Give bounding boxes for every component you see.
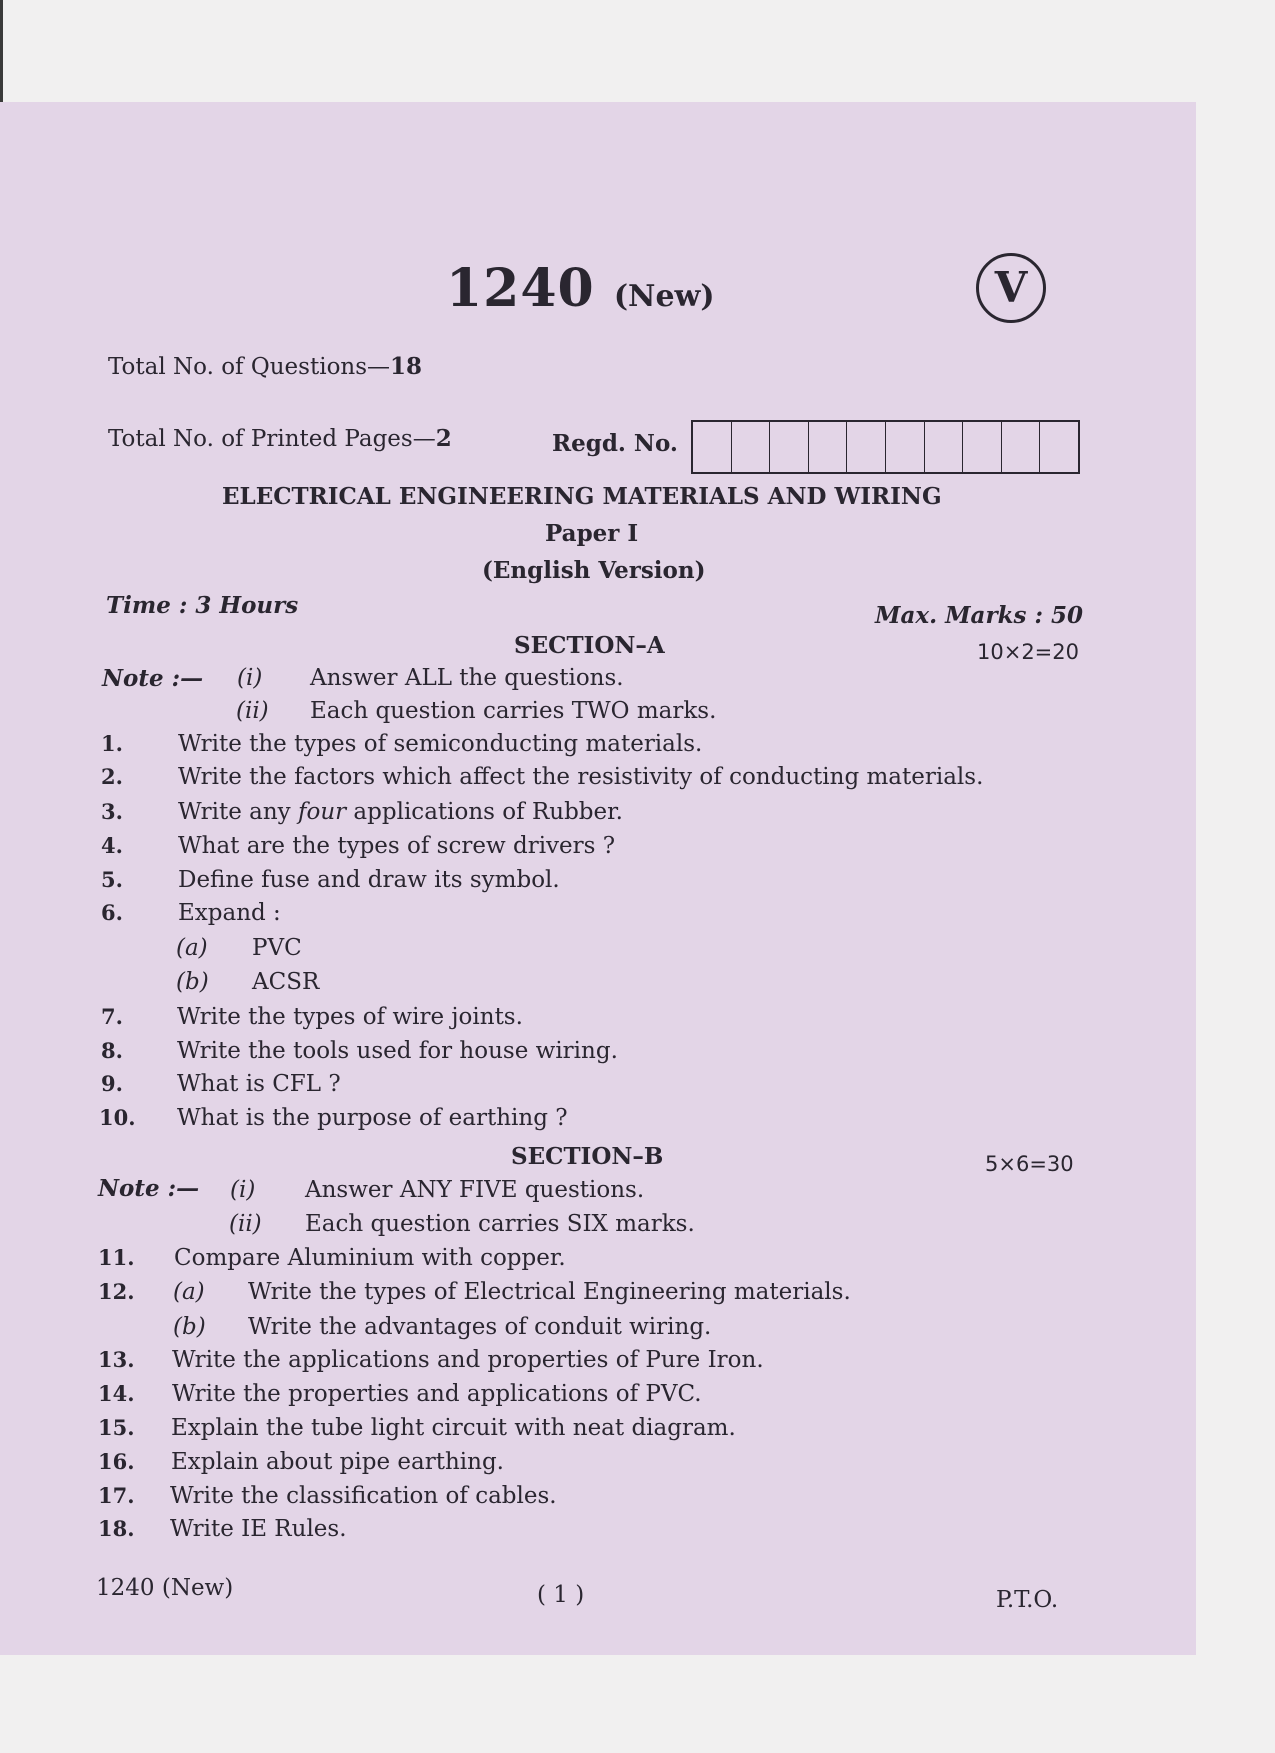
question-text: Write the properties and applications of PVC.	[172, 1381, 702, 1407]
question-number: 12.	[98, 1279, 135, 1304]
page-edge	[0, 0, 3, 115]
question-number: 4.	[101, 833, 123, 858]
question-number: 5.	[101, 867, 123, 892]
page-number: ( 1 )	[537, 1582, 585, 1608]
question-number: 11.	[98, 1245, 135, 1270]
question-number: 9.	[101, 1071, 123, 1096]
expand-marker: (a)	[176, 935, 208, 961]
footer-code: 1240 (New)	[96, 1575, 234, 1601]
paper-number: Paper I	[545, 520, 639, 547]
note-marker: (i)	[230, 1177, 256, 1203]
total-questions: Total No. of Questions—18	[108, 353, 423, 380]
section-a-note-label: Note :—	[102, 665, 204, 692]
subpart-text: Write the types of Electrical Engineering materials.	[248, 1279, 851, 1305]
question-number: 18.	[98, 1516, 135, 1541]
regd-number-boxes[interactable]	[691, 420, 1080, 474]
note-marker: (i)	[237, 665, 263, 691]
section-a-marks: 10×2=20	[977, 640, 1079, 664]
question-number: 2.	[101, 764, 123, 789]
note-text: Each question carries TWO marks.	[310, 698, 717, 724]
section-b-marks: 5×6=30	[985, 1152, 1074, 1176]
question-text: What is CFL ?	[177, 1071, 341, 1097]
question-number: 13.	[98, 1347, 135, 1372]
question-number: 17.	[98, 1483, 135, 1508]
question-number: 14.	[98, 1381, 135, 1406]
question-text: Write the factors which affect the resistivity of conducting materials.	[178, 764, 984, 790]
max-marks: Max. Marks : 50	[875, 602, 1083, 629]
note-text: Answer ALL the questions.	[310, 665, 624, 691]
question-text: Write the types of semiconducting materials.	[178, 731, 703, 757]
subpart-text: Write the advantages of conduit wiring.	[248, 1314, 712, 1340]
question-number: 3.	[101, 799, 123, 824]
question-number: 8.	[101, 1038, 123, 1063]
section-b-title: SECTION–B	[511, 1143, 664, 1170]
printed-pages: Total No. of Printed Pages—2	[108, 425, 452, 452]
question-text: What is the purpose of earthing ?	[177, 1105, 568, 1131]
question-text: Explain the tube light circuit with neat diagram.	[171, 1415, 736, 1441]
section-b-note-label: Note :—	[98, 1175, 200, 1202]
subpart-marker: (a)	[173, 1279, 205, 1305]
question-text: What are the types of screw drivers ?	[178, 833, 616, 859]
note-text: Answer ANY FIVE questions.	[305, 1177, 645, 1203]
expand-item: PVC	[252, 935, 302, 961]
expand-marker: (b)	[176, 969, 209, 995]
question-number: 7.	[101, 1004, 123, 1029]
section-a-title: SECTION–A	[514, 632, 665, 659]
question-text: Write the classification of cables.	[170, 1483, 557, 1509]
pto-label: P.T.O.	[996, 1587, 1059, 1613]
note-text: Each question carries SIX marks.	[305, 1211, 695, 1237]
subpart-marker: (b)	[173, 1314, 206, 1340]
paper-version: (English Version)	[482, 557, 706, 584]
question-number: 15.	[98, 1415, 135, 1440]
question-text: Compare Aluminium with copper.	[174, 1245, 566, 1271]
question-text: Write IE Rules.	[170, 1516, 347, 1542]
question-text: Explain about pipe earthing.	[171, 1449, 504, 1475]
question-number: 1.	[101, 731, 123, 756]
question-text: Write the tools used for house wiring.	[177, 1038, 618, 1064]
time-allowed: Time : 3 Hours	[106, 592, 299, 619]
note-marker: (ii)	[236, 698, 269, 724]
subject-title: ELECTRICAL ENGINEERING MATERIALS AND WIRING	[222, 483, 942, 510]
note-marker: (ii)	[229, 1211, 262, 1237]
question-number: 10.	[99, 1105, 136, 1130]
question-text: Define fuse and draw its symbol.	[178, 867, 560, 893]
version-mark: V	[976, 253, 1046, 323]
paper-code: 1240 (New)	[446, 258, 715, 319]
question-text: Expand :	[178, 900, 281, 926]
question-number: 16.	[98, 1449, 135, 1474]
question-text: Write any four applications of Rubber.	[178, 799, 623, 825]
expand-item: ACSR	[252, 969, 320, 995]
question-number: 6.	[101, 900, 123, 925]
regd-label: Regd. No.	[552, 430, 678, 457]
question-text: Write the applications and properties of Pure Iron.	[172, 1347, 764, 1373]
question-text: Write the types of wire joints.	[177, 1004, 523, 1030]
